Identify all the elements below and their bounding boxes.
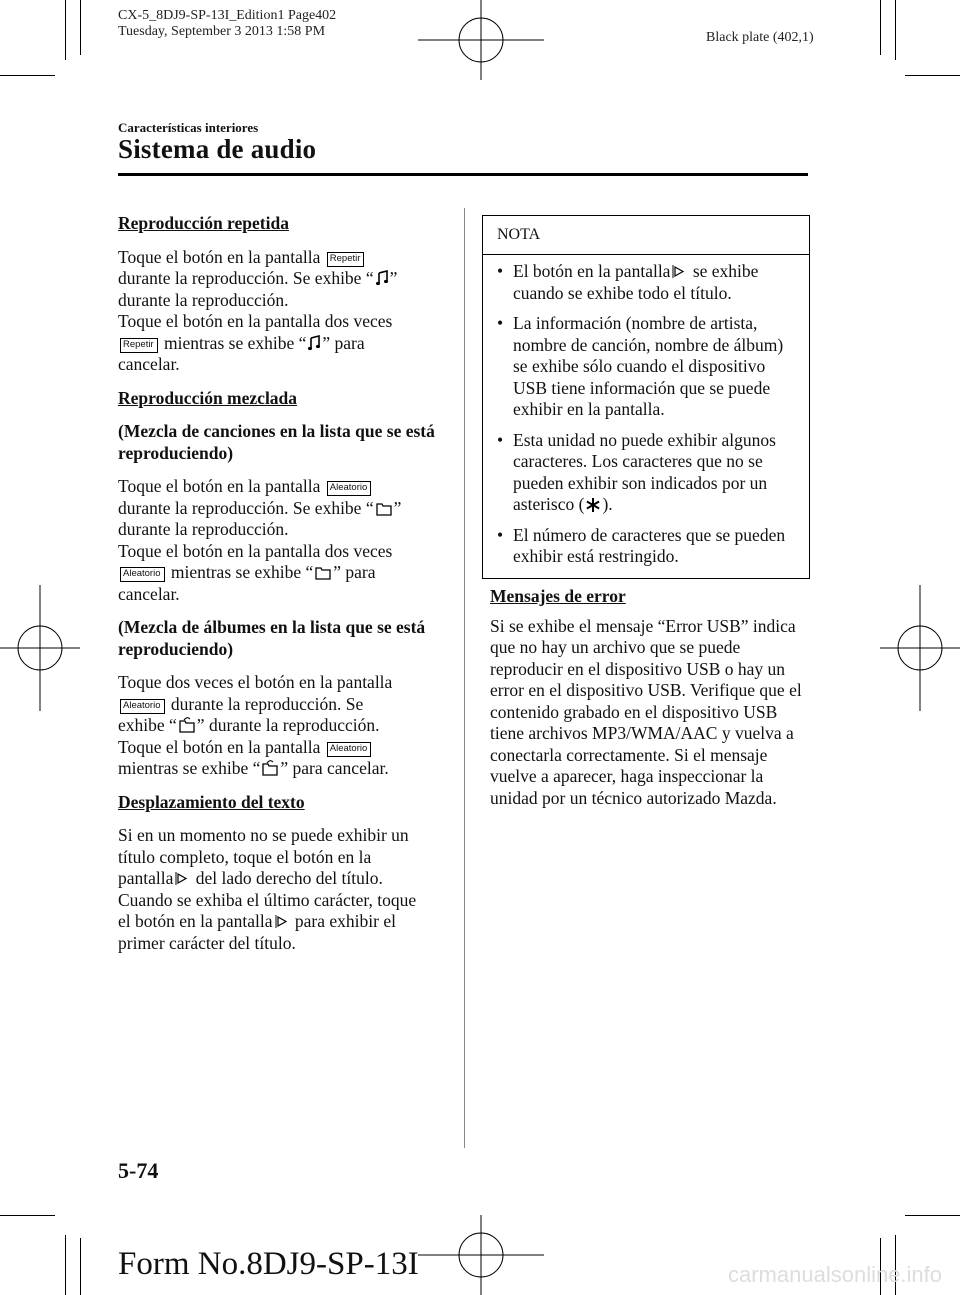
scroll-right-icon[interactable] bbox=[275, 914, 289, 929]
text: durante la reproducción. Se bbox=[170, 693, 364, 714]
text: ” bbox=[389, 268, 398, 288]
text: durante la reproducción. Se exhibe “ bbox=[118, 268, 374, 288]
crop-mark bbox=[80, 1238, 81, 1295]
note-heading: NOTA bbox=[483, 216, 809, 255]
text: Toque el botón en la pantalla dos veces bbox=[118, 311, 393, 331]
music-note-icon bbox=[376, 270, 388, 286]
crop-mark bbox=[0, 75, 55, 76]
text: Toque el botón en la pantalla dos veces bbox=[118, 540, 393, 561]
shuffle-songs-paragraph bbox=[118, 476, 448, 605]
heading-scroll: Desplazamiento del texto bbox=[118, 791, 305, 812]
subheading-shuffle-songs: (Mezcla de canciones en la lista que se está reproduciendo) bbox=[118, 421, 435, 463]
text: Toque el botón en la pantalla bbox=[118, 246, 321, 267]
text: mientras se exhibe “ bbox=[118, 758, 261, 778]
registration-mark-left bbox=[0, 585, 80, 711]
text: El botón en la pantalla bbox=[513, 261, 671, 281]
crop-mark bbox=[65, 1235, 66, 1295]
file-info bbox=[118, 8, 336, 40]
crop-mark bbox=[65, 0, 66, 60]
text: durante la reproducción. bbox=[118, 289, 289, 310]
aleatorio-button[interactable]: Aleatorio bbox=[327, 481, 372, 496]
text: para exhibir el bbox=[294, 911, 396, 931]
section-kicker: Características interiores bbox=[118, 120, 259, 135]
note-body bbox=[483, 255, 809, 578]
left-column bbox=[118, 213, 448, 966]
watermark-site: carmanualsonline.info bbox=[728, 1262, 943, 1287]
text: ” bbox=[393, 497, 402, 518]
scroll-right-icon[interactable] bbox=[175, 871, 189, 886]
folder-shuffle-icon bbox=[179, 716, 195, 733]
scroll-right-icon bbox=[672, 264, 686, 279]
text: Toque el botón en la pantalla bbox=[118, 736, 321, 757]
text: pantalla bbox=[118, 868, 174, 888]
crop-mark bbox=[895, 0, 896, 60]
text: ” para bbox=[322, 332, 365, 353]
folder-icon bbox=[376, 501, 392, 516]
text: ” para bbox=[333, 562, 376, 582]
text: cancelar. bbox=[118, 583, 180, 604]
repeat-paragraph bbox=[118, 247, 448, 376]
text: Toque dos veces el botón en la pantalla bbox=[118, 672, 393, 692]
text: cancelar. bbox=[118, 354, 180, 374]
aleatorio-button[interactable]: Aleatorio bbox=[120, 567, 165, 582]
file-date: Tuesday, September 3 2013 1:58 PM bbox=[118, 24, 326, 39]
heading-repeat: Reproducción repetida bbox=[118, 213, 289, 233]
text: del lado derecho del título. bbox=[195, 868, 383, 888]
aleatorio-button[interactable]: Aleatorio bbox=[327, 742, 372, 757]
folder-icon bbox=[315, 565, 331, 580]
text: mientras se exhibe “ bbox=[170, 562, 314, 582]
text: Si en un momento no se puede exhibir un título completo, toque el botón en la bbox=[118, 825, 409, 867]
crop-mark bbox=[905, 75, 960, 76]
shuffle-albums-paragraph bbox=[118, 672, 448, 780]
text: mientras se exhibe “ bbox=[164, 332, 307, 353]
text: Toque el botón en la pantalla bbox=[118, 476, 321, 496]
text: ” durante la reproducción. bbox=[196, 715, 380, 735]
text: exhibe “ bbox=[118, 715, 177, 735]
aleatorio-button[interactable]: Aleatorio bbox=[120, 699, 165, 714]
scroll-paragraph bbox=[118, 825, 448, 954]
note-bullet bbox=[495, 430, 799, 516]
heading-error: Mensajes de error bbox=[490, 586, 626, 606]
note-bullet: • La información (nombre de artista, nombre de canción, nombre de álbum) se exhibe sólo cuando el dispositivo USB tiene información que se puede exhibir en la pantalla. bbox=[495, 313, 799, 421]
music-note-icon bbox=[308, 335, 320, 351]
note-box bbox=[482, 215, 810, 579]
page-title: Sistema de audio bbox=[118, 134, 317, 164]
registration-mark-right bbox=[880, 585, 960, 711]
text: Esta unidad no puede exhibir algunos caracteres. Los caracteres que no se pueden exhibir son indicados por un asterisco ( bbox=[513, 429, 776, 514]
subheading-shuffle-albums: (Mezcla de álbumes en la lista que se está reproduciendo) bbox=[118, 617, 426, 659]
repetir-button[interactable]: Repetir bbox=[120, 338, 158, 353]
folder-shuffle-icon bbox=[262, 759, 278, 776]
error-paragraph: Si se exhibe el mensaje “Error USB” indica que no hay un archivo que se puede reproducir en el dispositivo USB o hay un error en el dispositivo USB. Verifique que el contenido grabado en el dispositivo USB tiene archivos MP3/WMA/AAC y vuelva a conectarla correctamente. Si el mensaje vuelve a aparecer, haga inspeccionar la unidad por un técnico autorizado Mazda. bbox=[490, 615, 802, 808]
file-line: CX-5_8DJ9-SP-13I_Edition1 Page402 bbox=[118, 8, 337, 23]
crop-mark bbox=[905, 1215, 960, 1216]
text: primer carácter del título. bbox=[118, 932, 296, 953]
text: durante la reproducción. bbox=[118, 519, 289, 539]
text: ” para cancelar. bbox=[280, 758, 389, 778]
column-divider bbox=[464, 208, 465, 1148]
registration-mark-bottom bbox=[418, 1215, 544, 1295]
text: Cuando se exhiba el último carácter, toque bbox=[118, 889, 417, 910]
text: ). bbox=[602, 494, 613, 514]
error-section bbox=[490, 586, 812, 821]
form-number: Form No.8DJ9-SP-13I bbox=[118, 1246, 419, 1282]
registration-mark-top bbox=[418, 0, 544, 80]
note-bullet: • El número de caracteres que se pueden exhibir está restringido. bbox=[495, 525, 799, 568]
title-rule bbox=[118, 173, 808, 176]
crop-mark bbox=[880, 0, 881, 55]
note-bullet bbox=[495, 261, 799, 304]
crop-mark bbox=[0, 1215, 55, 1216]
plate-label: Black plate (402,1) bbox=[706, 30, 814, 45]
text: el botón en la pantalla bbox=[118, 911, 273, 931]
page-number: 5-74 bbox=[118, 1158, 159, 1183]
text: se exhibe cuando se exhibe todo el título. bbox=[513, 261, 759, 303]
asterisk-icon bbox=[586, 498, 600, 512]
repetir-button[interactable]: Repetir bbox=[327, 252, 365, 267]
crop-mark bbox=[80, 0, 81, 55]
text: durante la reproducción. Se exhibe “ bbox=[118, 497, 374, 518]
heading-shuffle: Reproducción mezclada bbox=[118, 387, 298, 408]
